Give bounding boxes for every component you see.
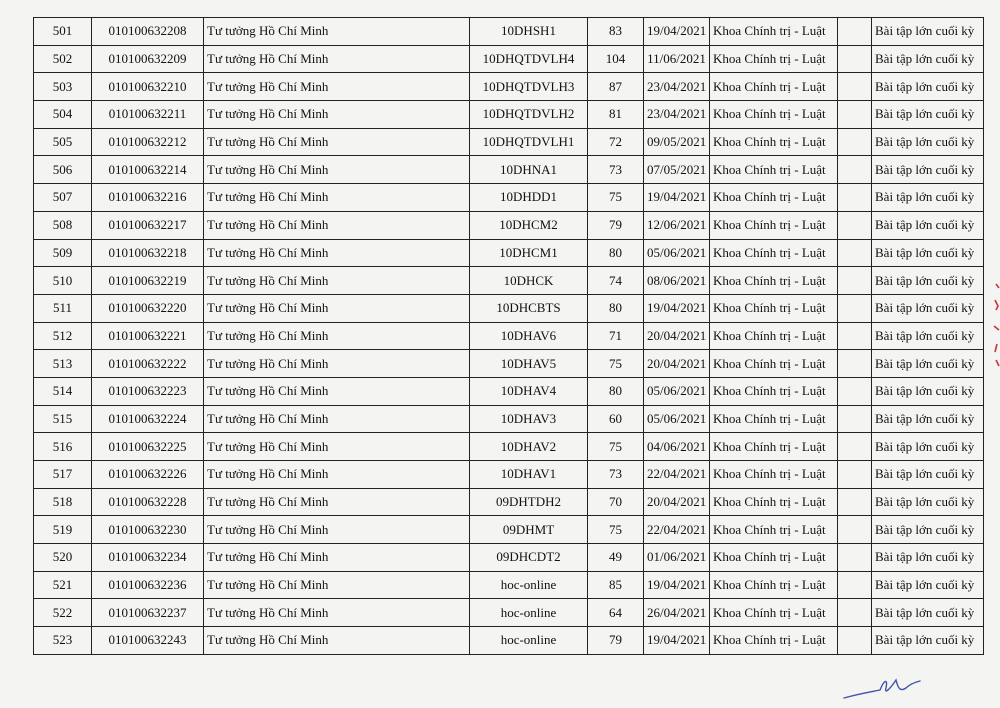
- empty-cell: [838, 599, 872, 627]
- date-cell: 23/04/2021: [644, 101, 710, 129]
- empty-cell: [838, 239, 872, 267]
- date-cell: 20/04/2021: [644, 488, 710, 516]
- subject-cell: Tư tưởng Hồ Chí Minh: [204, 128, 470, 156]
- course-code-cell: 010100632226: [92, 461, 204, 489]
- empty-cell: [838, 45, 872, 73]
- date-cell: 08/06/2021: [644, 267, 710, 295]
- department-cell: Khoa Chính trị - Luật: [710, 45, 838, 73]
- subject-cell: Tư tưởng Hồ Chí Minh: [204, 18, 470, 46]
- department-cell: Khoa Chính trị - Luật: [710, 18, 838, 46]
- date-cell: 22/04/2021: [644, 516, 710, 544]
- exam-form-cell: Bài tập lớn cuối kỳ: [872, 544, 984, 572]
- department-cell: Khoa Chính trị - Luật: [710, 211, 838, 239]
- exam-form-cell: Bài tập lớn cuối kỳ: [872, 377, 984, 405]
- class-cell: 10DHQTDVLH2: [470, 101, 588, 129]
- department-cell: Khoa Chính trị - Luật: [710, 599, 838, 627]
- date-cell: 20/04/2021: [644, 322, 710, 350]
- row-number-cell: 522: [34, 599, 92, 627]
- table-row: [34, 322, 984, 350]
- course-code-cell: 010100632212: [92, 128, 204, 156]
- exam-form-cell: Bài tập lớn cuối kỳ: [872, 322, 984, 350]
- class-cell: 10DHCBTS: [470, 294, 588, 322]
- course-code-cell: 010100632222: [92, 350, 204, 378]
- table-row: [34, 73, 984, 101]
- student-count-cell: 75: [588, 516, 644, 544]
- empty-cell: [838, 156, 872, 184]
- course-code-cell: 010100632210: [92, 73, 204, 101]
- row-number-cell: 514: [34, 377, 92, 405]
- department-cell: Khoa Chính trị - Luật: [710, 239, 838, 267]
- course-code-cell: 010100632223: [92, 377, 204, 405]
- subject-cell: Tư tưởng Hồ Chí Minh: [204, 322, 470, 350]
- subject-cell: Tư tưởng Hồ Chí Minh: [204, 211, 470, 239]
- exam-form-cell: Bài tập lớn cuối kỳ: [872, 599, 984, 627]
- table-row: [34, 350, 984, 378]
- department-cell: Khoa Chính trị - Luật: [710, 377, 838, 405]
- course-code-cell: 010100632219: [92, 267, 204, 295]
- date-cell: 11/06/2021: [644, 45, 710, 73]
- table-row: [34, 267, 984, 295]
- row-number-cell: 513: [34, 350, 92, 378]
- table-row: [34, 184, 984, 212]
- date-cell: 05/06/2021: [644, 239, 710, 267]
- empty-cell: [838, 461, 872, 489]
- student-count-cell: 73: [588, 461, 644, 489]
- class-cell: 10DHAV3: [470, 405, 588, 433]
- subject-cell: Tư tưởng Hồ Chí Minh: [204, 101, 470, 129]
- row-number-cell: 512: [34, 322, 92, 350]
- row-number-cell: 523: [34, 627, 92, 655]
- department-cell: Khoa Chính trị - Luật: [710, 405, 838, 433]
- date-cell: 04/06/2021: [644, 433, 710, 461]
- empty-cell: [838, 184, 872, 212]
- empty-cell: [838, 322, 872, 350]
- subject-cell: Tư tưởng Hồ Chí Minh: [204, 377, 470, 405]
- student-count-cell: 49: [588, 544, 644, 572]
- class-cell: hoc-online: [470, 599, 588, 627]
- class-cell: 10DHAV5: [470, 350, 588, 378]
- row-number-cell: 510: [34, 267, 92, 295]
- department-cell: Khoa Chính trị - Luật: [710, 461, 838, 489]
- row-number-cell: 520: [34, 544, 92, 572]
- table-row: [34, 599, 984, 627]
- empty-cell: [838, 571, 872, 599]
- course-code-cell: 010100632225: [92, 433, 204, 461]
- exam-form-cell: Bài tập lớn cuối kỳ: [872, 45, 984, 73]
- class-cell: 09DHTDH2: [470, 488, 588, 516]
- exam-form-cell: Bài tập lớn cuối kỳ: [872, 101, 984, 129]
- student-count-cell: 73: [588, 156, 644, 184]
- exam-form-cell: Bài tập lớn cuối kỳ: [872, 627, 984, 655]
- row-number-cell: 511: [34, 294, 92, 322]
- student-count-cell: 72: [588, 128, 644, 156]
- student-count-cell: 70: [588, 488, 644, 516]
- course-code-cell: 010100632217: [92, 211, 204, 239]
- subject-cell: Tư tưởng Hồ Chí Minh: [204, 433, 470, 461]
- exam-form-cell: Bài tập lớn cuối kỳ: [872, 184, 984, 212]
- class-cell: 10DHCM2: [470, 211, 588, 239]
- exam-form-cell: Bài tập lớn cuối kỳ: [872, 239, 984, 267]
- row-number-cell: 515: [34, 405, 92, 433]
- empty-cell: [838, 211, 872, 239]
- row-number-cell: 508: [34, 211, 92, 239]
- student-count-cell: 75: [588, 433, 644, 461]
- empty-cell: [838, 73, 872, 101]
- empty-cell: [838, 516, 872, 544]
- subject-cell: Tư tưởng Hồ Chí Minh: [204, 516, 470, 544]
- row-number-cell: 505: [34, 128, 92, 156]
- class-cell: 10DHAV2: [470, 433, 588, 461]
- course-code-cell: 010100632218: [92, 239, 204, 267]
- subject-cell: Tư tưởng Hồ Chí Minh: [204, 488, 470, 516]
- empty-cell: [838, 267, 872, 295]
- empty-cell: [838, 377, 872, 405]
- exam-form-cell: Bài tập lớn cuối kỳ: [872, 350, 984, 378]
- course-code-cell: 010100632228: [92, 488, 204, 516]
- subject-cell: Tư tưởng Hồ Chí Minh: [204, 73, 470, 101]
- exam-form-cell: Bài tập lớn cuối kỳ: [872, 18, 984, 46]
- date-cell: 23/04/2021: [644, 73, 710, 101]
- course-code-cell: 010100632243: [92, 627, 204, 655]
- student-count-cell: 60: [588, 405, 644, 433]
- empty-cell: [838, 350, 872, 378]
- student-count-cell: 80: [588, 294, 644, 322]
- class-cell: 10DHDD1: [470, 184, 588, 212]
- date-cell: 12/06/2021: [644, 211, 710, 239]
- department-cell: Khoa Chính trị - Luật: [710, 156, 838, 184]
- exam-form-cell: Bài tập lớn cuối kỳ: [872, 73, 984, 101]
- exam-form-cell: Bài tập lớn cuối kỳ: [872, 461, 984, 489]
- table-row: [34, 128, 984, 156]
- department-cell: Khoa Chính trị - Luật: [710, 267, 838, 295]
- student-count-cell: 81: [588, 101, 644, 129]
- course-code-cell: 010100632214: [92, 156, 204, 184]
- row-number-cell: 504: [34, 101, 92, 129]
- date-cell: 09/05/2021: [644, 128, 710, 156]
- date-cell: 05/06/2021: [644, 377, 710, 405]
- row-number-cell: 521: [34, 571, 92, 599]
- date-cell: 20/04/2021: [644, 350, 710, 378]
- date-cell: 26/04/2021: [644, 599, 710, 627]
- table-row: [34, 461, 984, 489]
- subject-cell: Tư tưởng Hồ Chí Minh: [204, 294, 470, 322]
- course-code-cell: 010100632230: [92, 516, 204, 544]
- exam-form-cell: Bài tập lớn cuối kỳ: [872, 211, 984, 239]
- department-cell: Khoa Chính trị - Luật: [710, 571, 838, 599]
- class-cell: hoc-online: [470, 571, 588, 599]
- student-count-cell: 79: [588, 211, 644, 239]
- date-cell: 19/04/2021: [644, 184, 710, 212]
- course-code-cell: 010100632209: [92, 45, 204, 73]
- table-row: [34, 294, 984, 322]
- course-code-cell: 010100632236: [92, 571, 204, 599]
- date-cell: 19/04/2021: [644, 18, 710, 46]
- row-number-cell: 506: [34, 156, 92, 184]
- department-cell: Khoa Chính trị - Luật: [710, 184, 838, 212]
- student-count-cell: 79: [588, 627, 644, 655]
- exam-form-cell: Bài tập lớn cuối kỳ: [872, 433, 984, 461]
- student-count-cell: 71: [588, 322, 644, 350]
- class-cell: 10DHSH1: [470, 18, 588, 46]
- department-cell: Khoa Chính trị - Luật: [710, 128, 838, 156]
- subject-cell: Tư tưởng Hồ Chí Minh: [204, 350, 470, 378]
- class-cell: 09DHMT: [470, 516, 588, 544]
- department-cell: Khoa Chính trị - Luật: [710, 433, 838, 461]
- subject-cell: Tư tưởng Hồ Chí Minh: [204, 405, 470, 433]
- class-cell: 10DHAV6: [470, 322, 588, 350]
- table-row: [34, 405, 984, 433]
- empty-cell: [838, 627, 872, 655]
- course-code-cell: 010100632234: [92, 544, 204, 572]
- subject-cell: Tư tưởng Hồ Chí Minh: [204, 45, 470, 73]
- table-row: [34, 488, 984, 516]
- table-row: [34, 571, 984, 599]
- row-number-cell: 502: [34, 45, 92, 73]
- date-cell: 19/04/2021: [644, 627, 710, 655]
- row-number-cell: 507: [34, 184, 92, 212]
- table-row: [34, 433, 984, 461]
- empty-cell: [838, 405, 872, 433]
- class-cell: 10DHQTDVLH4: [470, 45, 588, 73]
- row-number-cell: 518: [34, 488, 92, 516]
- department-cell: Khoa Chính trị - Luật: [710, 294, 838, 322]
- student-count-cell: 83: [588, 18, 644, 46]
- class-cell: 10DHAV4: [470, 377, 588, 405]
- date-cell: 07/05/2021: [644, 156, 710, 184]
- row-number-cell: 517: [34, 461, 92, 489]
- date-cell: 22/04/2021: [644, 461, 710, 489]
- exam-form-cell: Bài tập lớn cuối kỳ: [872, 405, 984, 433]
- date-cell: 01/06/2021: [644, 544, 710, 572]
- table-row: [34, 101, 984, 129]
- course-code-cell: 010100632237: [92, 599, 204, 627]
- subject-cell: Tư tưởng Hồ Chí Minh: [204, 461, 470, 489]
- date-cell: 19/04/2021: [644, 294, 710, 322]
- empty-cell: [838, 433, 872, 461]
- class-cell: 10DHCM1: [470, 239, 588, 267]
- table-row: [34, 627, 984, 655]
- student-count-cell: 75: [588, 184, 644, 212]
- class-cell: 10DHCK: [470, 267, 588, 295]
- subject-cell: Tư tưởng Hồ Chí Minh: [204, 599, 470, 627]
- row-number-cell: 501: [34, 18, 92, 46]
- department-cell: Khoa Chính trị - Luật: [710, 627, 838, 655]
- exam-schedule-table: [33, 17, 984, 655]
- department-cell: Khoa Chính trị - Luật: [710, 488, 838, 516]
- table-row: [34, 156, 984, 184]
- class-cell: 09DHCDT2: [470, 544, 588, 572]
- table-row: [34, 239, 984, 267]
- table-row: [34, 18, 984, 46]
- table-row: [34, 377, 984, 405]
- subject-cell: Tư tưởng Hồ Chí Minh: [204, 544, 470, 572]
- exam-form-cell: Bài tập lớn cuối kỳ: [872, 488, 984, 516]
- course-code-cell: 010100632211: [92, 101, 204, 129]
- student-count-cell: 80: [588, 239, 644, 267]
- subject-cell: Tư tưởng Hồ Chí Minh: [204, 571, 470, 599]
- row-number-cell: 519: [34, 516, 92, 544]
- course-code-cell: 010100632224: [92, 405, 204, 433]
- table-row: [34, 211, 984, 239]
- signature-mark: [842, 672, 922, 702]
- table-row: [34, 45, 984, 73]
- student-count-cell: 104: [588, 45, 644, 73]
- exam-form-cell: Bài tập lớn cuối kỳ: [872, 267, 984, 295]
- student-count-cell: 80: [588, 377, 644, 405]
- class-cell: 10DHQTDVLH3: [470, 73, 588, 101]
- course-code-cell: 010100632221: [92, 322, 204, 350]
- empty-cell: [838, 18, 872, 46]
- exam-form-cell: Bài tập lớn cuối kỳ: [872, 128, 984, 156]
- row-number-cell: 509: [34, 239, 92, 267]
- empty-cell: [838, 101, 872, 129]
- subject-cell: Tư tưởng Hồ Chí Minh: [204, 239, 470, 267]
- empty-cell: [838, 128, 872, 156]
- subject-cell: Tư tưởng Hồ Chí Minh: [204, 627, 470, 655]
- course-code-cell: 010100632216: [92, 184, 204, 212]
- empty-cell: [838, 544, 872, 572]
- class-cell: 10DHNA1: [470, 156, 588, 184]
- student-count-cell: 85: [588, 571, 644, 599]
- date-cell: 19/04/2021: [644, 571, 710, 599]
- table-row: [34, 544, 984, 572]
- stamp-edge-marks: [988, 280, 1000, 370]
- row-number-cell: 503: [34, 73, 92, 101]
- class-cell: 10DHAV1: [470, 461, 588, 489]
- exam-form-cell: Bài tập lớn cuối kỳ: [872, 571, 984, 599]
- table-body: [34, 18, 984, 655]
- table-row: [34, 516, 984, 544]
- class-cell: hoc-online: [470, 627, 588, 655]
- subject-cell: Tư tưởng Hồ Chí Minh: [204, 156, 470, 184]
- department-cell: Khoa Chính trị - Luật: [710, 101, 838, 129]
- department-cell: Khoa Chính trị - Luật: [710, 350, 838, 378]
- department-cell: Khoa Chính trị - Luật: [710, 516, 838, 544]
- exam-form-cell: Bài tập lớn cuối kỳ: [872, 516, 984, 544]
- subject-cell: Tư tưởng Hồ Chí Minh: [204, 267, 470, 295]
- row-number-cell: 516: [34, 433, 92, 461]
- student-count-cell: 74: [588, 267, 644, 295]
- class-cell: 10DHQTDVLH1: [470, 128, 588, 156]
- empty-cell: [838, 294, 872, 322]
- student-count-cell: 75: [588, 350, 644, 378]
- course-code-cell: 010100632220: [92, 294, 204, 322]
- department-cell: Khoa Chính trị - Luật: [710, 322, 838, 350]
- exam-form-cell: Bài tập lớn cuối kỳ: [872, 156, 984, 184]
- course-code-cell: 010100632208: [92, 18, 204, 46]
- subject-cell: Tư tưởng Hồ Chí Minh: [204, 184, 470, 212]
- empty-cell: [838, 488, 872, 516]
- exam-form-cell: Bài tập lớn cuối kỳ: [872, 294, 984, 322]
- department-cell: Khoa Chính trị - Luật: [710, 73, 838, 101]
- department-cell: Khoa Chính trị - Luật: [710, 544, 838, 572]
- student-count-cell: 64: [588, 599, 644, 627]
- date-cell: 05/06/2021: [644, 405, 710, 433]
- student-count-cell: 87: [588, 73, 644, 101]
